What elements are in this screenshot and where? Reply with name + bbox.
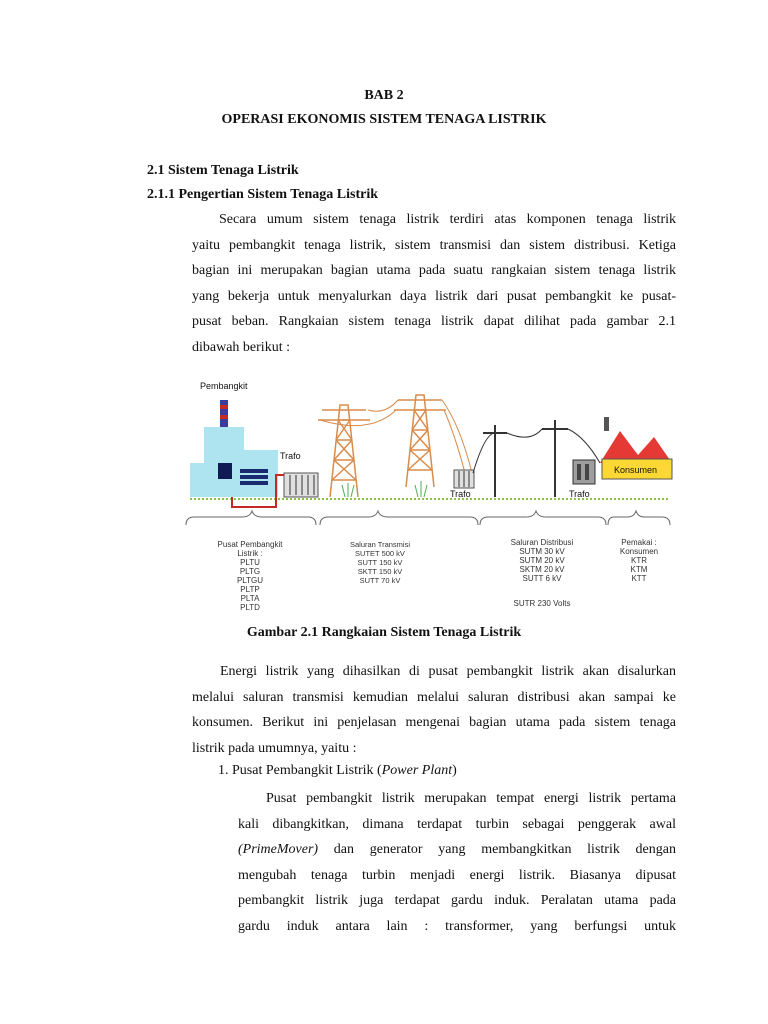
group-distribusi-line: Saluran Distribusi: [510, 538, 574, 547]
paragraph-3-line3-rest: dan generator yang membangkitkan listrik dengan: [318, 842, 676, 858]
transmission-tower-1-icon: [318, 405, 370, 497]
group-pemakai-line: KTR: [631, 556, 647, 565]
figure-caption: Gambar 2.1 Rangkaian Sistem Tenaga Listrik: [246, 625, 522, 640]
group-transmisi: [350, 540, 410, 585]
paragraph-3-line: gardu induk antara lain : transformer, yang berfungsi untuk: [238, 918, 676, 934]
label-trafo-2: Trafo: [450, 489, 471, 499]
group-distribusi-line: SUTT 6 kV: [522, 574, 562, 583]
transmission-lines: [320, 400, 472, 473]
group-pusat-line: PLTD: [240, 603, 260, 612]
transmission-tower-2-icon: [394, 395, 446, 487]
paragraph-2-line: melalui saluran transmisi kemudian melalui saluran distribusi akan sampai ke: [192, 689, 676, 705]
paragraph-1: [192, 207, 676, 361]
group-pemakai-line: KTM: [630, 565, 648, 574]
list-item-1: [218, 763, 457, 779]
paragraph-3-line: kali dibangkitkan, dimana terdapat turbin sebagai penggerak awal: [238, 816, 676, 832]
transformer-2-icon: [454, 470, 474, 488]
group-pusat-line: Pusat Pembangkit: [217, 540, 283, 549]
paragraph-1-line: bagian ini merupakan bagian utama pada suatu rangkaian sistem tenaga listrik: [192, 263, 676, 279]
paragraph-1-line: yang bekerja untuk menyalurkan daya listrik dari pusat pembangkit ke pusat-: [192, 288, 676, 304]
paragraph-3-line: [238, 837, 676, 863]
label-pembangkit: Pembangkit: [200, 381, 248, 391]
group-pusat-line: PLTU: [240, 558, 260, 567]
paragraph-1-line: dibawah berikut :: [192, 339, 290, 355]
group-transmisi-line: SUTT 150 kV: [357, 558, 403, 567]
paragraph-2-line: listrik pada umumnya, yaitu :: [192, 740, 357, 756]
list-item-1-prefix: 1. Pusat Pembangkit Listrik (: [218, 763, 382, 778]
group-transmisi-line: SUTET 500 kV: [355, 549, 405, 558]
label-trafo-3: Trafo: [569, 489, 590, 499]
paragraph-3-line: mengubah tenaga turbin menjadi energi listrik. Biasanya dipusat: [238, 867, 676, 883]
group-distribusi-line: SKTM 20 kV: [519, 565, 565, 574]
grass-decoration: [342, 481, 427, 497]
subsection-heading: 2.1.1 Pengertian Sistem Tenaga Listrik: [147, 187, 379, 202]
transformer-3-icon: [573, 460, 595, 484]
power-plant-icon: [190, 400, 278, 497]
primemover-term: (PrimeMover): [238, 842, 319, 858]
paragraph-2-line: Energi listrik yang dihasilkan di pusat pembangkit listrik akan disalurkan: [220, 664, 676, 679]
group-pemakai-line: Konsumen: [619, 547, 659, 556]
power-system-diagram: [180, 365, 680, 620]
paragraph-3-line: pembangkit listrik juga terdapat gardu induk. Peralatan utama pada: [238, 893, 676, 909]
paragraph-3: [238, 786, 676, 940]
group-transmisi-line: Saluran Transmisi: [349, 540, 411, 549]
group-braces: [186, 511, 670, 525]
group-pemakai-line: Pemakai :: [621, 538, 657, 547]
label-konsumen: Konsumen: [614, 465, 658, 475]
group-pusat-line: PLTA: [240, 594, 260, 603]
group-transmisi-line: SUTT 70 kV: [359, 576, 401, 585]
group-pusat: [218, 540, 284, 612]
paragraph-2: [192, 659, 676, 761]
group-pusat-line: PLTG: [239, 567, 261, 576]
list-item-1-suffix: ): [452, 763, 457, 778]
paragraph-1-line: yaitu pembangkit tenaga listrik, sistem transmisi dan sistem distribusi. Ketiga: [192, 237, 676, 253]
group-pusat-line: Listrik :: [237, 549, 263, 558]
group-pusat-line: PLTGU: [236, 576, 264, 585]
section-heading: 2.1 Sistem Tenaga Listrik: [147, 163, 299, 178]
list-item-1-italic: Power Plant: [381, 763, 453, 778]
paragraph-3-line: Pusat pembangkit listrik merupakan tempat energi listrik pertama: [266, 791, 676, 806]
group-pemakai-line: KTT: [631, 574, 647, 583]
group-distribusi-line: SUTR 230 Volts: [513, 599, 571, 608]
group-distribusi-line: SUTM 20 kV: [519, 556, 565, 565]
chapter-number: BAB 2: [364, 88, 404, 103]
group-pusat-line: PLTP: [240, 585, 260, 594]
group-distribusi-line: SUTM 30 kV: [519, 547, 565, 556]
paragraph-2-line: konsumen. Berikut ini penjelasan mengenai bagian utama pada sistem tenaga: [192, 715, 676, 731]
distribution-poles: [473, 420, 600, 497]
label-trafo-1: Trafo: [280, 451, 301, 461]
paragraph-1-line: Secara umum sistem tenaga listrik terdiri atas komponen tenaga listrik: [219, 212, 676, 227]
group-distribusi: [511, 538, 574, 608]
chapter-title: OPERASI EKONOMIS SISTEM TENAGA LISTRIK: [221, 112, 547, 127]
transformer-1-icon: [284, 473, 318, 497]
group-transmisi-line: SKTT 150 kV: [357, 567, 403, 576]
paragraph-1-line: pusat beban. Rangkaian sistem tenaga listrik dapat dilihat pada gambar 2.1: [192, 314, 676, 330]
group-pemakai: [620, 538, 658, 583]
